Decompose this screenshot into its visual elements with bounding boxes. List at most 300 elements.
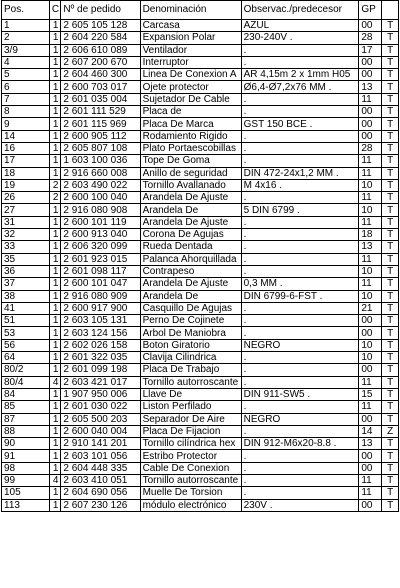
cell-denomination: Arandela De Ajuste: [140, 278, 241, 290]
table-row: [2, 179, 399, 191]
cell-quantity: 1: [49, 462, 60, 474]
parts-list-sheet: [1, 0, 399, 512]
cell-gp: 00: [359, 364, 382, 376]
cell-order-number: 2 601 322 035: [61, 352, 140, 364]
table-row: [2, 499, 399, 511]
cell-quantity: 1: [49, 413, 60, 425]
cell-order-number: 2 600 040 004: [61, 425, 140, 437]
cell-pos: 31: [2, 216, 50, 228]
cell-observations: .: [241, 364, 359, 376]
cell-denomination: Sujetador De Cable: [140, 93, 241, 105]
cell-observations: .: [241, 352, 359, 364]
cell-gp: 00: [359, 450, 382, 462]
cell-pos: 80/4: [2, 376, 50, 388]
header-observations: Observac./predecesor: [241, 1, 359, 20]
cell-gp: 10: [359, 290, 382, 302]
cell-pos: 6: [2, 81, 50, 93]
cell-observations: 230V .: [241, 499, 359, 511]
cell-observations: .: [241, 327, 359, 339]
header-pos: Pos.: [2, 1, 50, 20]
cell-denomination: Boton Giratorio: [140, 339, 241, 351]
cell-quantity: 1: [49, 229, 60, 241]
cell-order-number: 2 602 026 158: [61, 339, 140, 351]
table-row: [2, 216, 399, 228]
cell-denomination: Rueda Dentada: [140, 241, 241, 253]
cell-gp: 00: [359, 130, 382, 142]
cell-quantity: 4: [49, 474, 60, 486]
cell-quantity: 1: [49, 401, 60, 413]
cell-pos: 3/9: [2, 44, 50, 56]
table-row: [2, 93, 399, 105]
cell-quantity: 1: [49, 253, 60, 265]
cell-type: T: [382, 339, 399, 351]
cell-order-number: 2 601 099 198: [61, 364, 140, 376]
table-row: [2, 401, 399, 413]
cell-type: T: [382, 106, 399, 118]
table-row: [2, 32, 399, 44]
cell-order-number: 2 916 080 908: [61, 204, 140, 216]
table-row: [2, 315, 399, 327]
cell-quantity: 1: [49, 450, 60, 462]
cell-gp: 11: [359, 487, 382, 499]
cell-pos: 19: [2, 179, 50, 191]
cell-type: T: [382, 278, 399, 290]
cell-type: T: [382, 192, 399, 204]
table-row: [2, 192, 399, 204]
cell-order-number: 2 600 101 119: [61, 216, 140, 228]
cell-observations: 230-240V .: [241, 32, 359, 44]
cell-denomination: Placa De Fijacion: [140, 425, 241, 437]
cell-pos: 16: [2, 142, 50, 154]
cell-order-number: 2 604 448 335: [61, 462, 140, 474]
cell-type: T: [382, 352, 399, 364]
cell-pos: 56: [2, 339, 50, 351]
cell-quantity: 1: [49, 339, 60, 351]
cell-order-number: 2 605 807 108: [61, 142, 140, 154]
table-row: [2, 20, 399, 32]
cell-pos: 9: [2, 118, 50, 130]
cell-observations: .: [241, 401, 359, 413]
table-body: [2, 20, 399, 512]
cell-order-number: 2 601 030 022: [61, 401, 140, 413]
cell-quantity: 1: [49, 438, 60, 450]
cell-pos: 4: [2, 56, 50, 68]
cell-quantity: 1: [49, 44, 60, 56]
cell-denomination: Llave De: [140, 388, 241, 400]
cell-quantity: 1: [49, 265, 60, 277]
cell-denomination: Tornillo autorroscante: [140, 376, 241, 388]
table-row: [2, 118, 399, 130]
cell-type: T: [382, 155, 399, 167]
cell-type: T: [382, 179, 399, 191]
cell-type: T: [382, 69, 399, 81]
cell-gp: 00: [359, 315, 382, 327]
cell-gp: 00: [359, 413, 382, 425]
cell-denomination: Corona De Agujas: [140, 229, 241, 241]
cell-observations: 5 DIN 6799 .: [241, 204, 359, 216]
cell-order-number: 2 600 905 112: [61, 130, 140, 142]
cell-denomination: Rodamiento Rigido: [140, 130, 241, 142]
cell-type: T: [382, 167, 399, 179]
cell-denomination: Clavija Cilindrica: [140, 352, 241, 364]
cell-pos: 90: [2, 438, 50, 450]
cell-observations: DIN 6799-6-FST .: [241, 290, 359, 302]
cell-denomination: Ventilador: [140, 44, 241, 56]
cell-observations: DIN 472-24x1,2 MM .: [241, 167, 359, 179]
table-row: [2, 302, 399, 314]
table-row: [2, 413, 399, 425]
cell-denomination: Placa de: [140, 106, 241, 118]
table-row: [2, 327, 399, 339]
cell-order-number: 2 603 421 017: [61, 376, 140, 388]
header-type: [382, 1, 399, 20]
cell-gp: 13: [359, 438, 382, 450]
cell-pos: 1: [2, 20, 50, 32]
cell-type: T: [382, 290, 399, 302]
cell-denomination: Estribo Protector: [140, 450, 241, 462]
cell-quantity: 1: [49, 425, 60, 437]
cell-quantity: 1: [49, 278, 60, 290]
cell-order-number: 2 600 703 017: [61, 81, 140, 93]
cell-pos: 33: [2, 241, 50, 253]
cell-observations: DIN 912-M6x20-8.8 .: [241, 438, 359, 450]
cell-observations: .: [241, 315, 359, 327]
cell-type: T: [382, 204, 399, 216]
cell-quantity: 1: [49, 32, 60, 44]
table-header: [2, 1, 399, 20]
table-row: [2, 450, 399, 462]
cell-order-number: 2 601 111 529: [61, 106, 140, 118]
cell-gp: 13: [359, 81, 382, 93]
cell-order-number: 2 600 917 900: [61, 302, 140, 314]
cell-type: T: [382, 438, 399, 450]
cell-denomination: Arandela De Ajuste: [140, 216, 241, 228]
cell-quantity: 1: [49, 290, 60, 302]
cell-gp: 00: [359, 106, 382, 118]
cell-quantity: 1: [49, 20, 60, 32]
cell-type: T: [382, 56, 399, 68]
cell-pos: 7: [2, 93, 50, 105]
table-row: [2, 241, 399, 253]
cell-order-number: 2 603 490 022: [61, 179, 140, 191]
cell-order-number: 2 607 230 126: [61, 499, 140, 511]
cell-quantity: 1: [49, 216, 60, 228]
cell-gp: 18: [359, 229, 382, 241]
cell-pos: 113: [2, 499, 50, 511]
cell-quantity: 1: [49, 118, 60, 130]
cell-type: T: [382, 499, 399, 511]
cell-order-number: 2 601 098 117: [61, 265, 140, 277]
cell-quantity: 1: [49, 327, 60, 339]
cell-order-number: 2 601 035 004: [61, 93, 140, 105]
cell-denomination: Arandela De: [140, 290, 241, 302]
cell-gp: 13: [359, 241, 382, 253]
cell-denomination: Cable De Conexion: [140, 462, 241, 474]
cell-denomination: Arandela De: [140, 204, 241, 216]
cell-order-number: 2 603 410 051: [61, 474, 140, 486]
cell-observations: .: [241, 450, 359, 462]
cell-observations: .: [241, 487, 359, 499]
cell-denomination: Ojete protector: [140, 81, 241, 93]
cell-denomination: Tornillo Avallanado: [140, 179, 241, 191]
parts-table: [1, 0, 399, 512]
cell-gp: 00: [359, 327, 382, 339]
table-row: [2, 290, 399, 302]
cell-order-number: 2 601 923 015: [61, 253, 140, 265]
cell-gp: 11: [359, 93, 382, 105]
cell-observations: .: [241, 142, 359, 154]
cell-quantity: 1: [49, 241, 60, 253]
cell-observations: GST 150 BCE .: [241, 118, 359, 130]
table-row: [2, 388, 399, 400]
cell-quantity: 1: [49, 315, 60, 327]
cell-observations: .: [241, 425, 359, 437]
table-row: [2, 352, 399, 364]
cell-denomination: Tornillo autorroscante: [140, 474, 241, 486]
cell-observations: Ø6,4-Ø7,2x76 MM .: [241, 81, 359, 93]
table-row: [2, 278, 399, 290]
cell-pos: 85: [2, 401, 50, 413]
cell-gp: 10: [359, 352, 382, 364]
cell-pos: 64: [2, 352, 50, 364]
cell-observations: NEGRO: [241, 339, 359, 351]
cell-type: T: [382, 388, 399, 400]
cell-observations: AR 4,15m 2 x 1mm H05: [241, 69, 359, 81]
cell-type: T: [382, 130, 399, 142]
cell-pos: 87: [2, 413, 50, 425]
cell-gp: 17: [359, 44, 382, 56]
cell-gp: 00: [359, 499, 382, 511]
cell-pos: 88: [2, 425, 50, 437]
cell-observations: DIN 911-SW5 .: [241, 388, 359, 400]
cell-order-number: 2 603 105 131: [61, 315, 140, 327]
cell-order-number: 2 600 913 040: [61, 229, 140, 241]
cell-order-number: 2 601 115 969: [61, 118, 140, 130]
cell-observations: .: [241, 302, 359, 314]
cell-type: T: [382, 229, 399, 241]
cell-gp: 10: [359, 339, 382, 351]
cell-type: T: [382, 44, 399, 56]
cell-quantity: 2: [49, 192, 60, 204]
cell-gp: 00: [359, 462, 382, 474]
cell-pos: 8: [2, 106, 50, 118]
cell-type: T: [382, 93, 399, 105]
cell-type: T: [382, 413, 399, 425]
cell-denomination: Contrapeso: [140, 265, 241, 277]
cell-observations: .: [241, 474, 359, 486]
table-row: [2, 364, 399, 376]
cell-quantity: 1: [49, 167, 60, 179]
cell-pos: 17: [2, 155, 50, 167]
cell-pos: 41: [2, 302, 50, 314]
cell-order-number: 2 604 690 056: [61, 487, 140, 499]
cell-order-number: 2 910 141 201: [61, 438, 140, 450]
cell-pos: 38: [2, 290, 50, 302]
cell-type: T: [382, 376, 399, 388]
cell-pos: 53: [2, 327, 50, 339]
cell-gp: 11: [359, 474, 382, 486]
cell-gp: 11: [359, 376, 382, 388]
table-row: [2, 69, 399, 81]
cell-observations: .: [241, 229, 359, 241]
cell-gp: 14: [359, 425, 382, 437]
cell-type: T: [382, 487, 399, 499]
cell-order-number: 2 600 100 040: [61, 192, 140, 204]
cell-denomination: Carcasa: [140, 20, 241, 32]
cell-observations: .: [241, 253, 359, 265]
cell-gp: 00: [359, 118, 382, 130]
cell-type: T: [382, 20, 399, 32]
cell-quantity: 1: [49, 155, 60, 167]
cell-type: T: [382, 302, 399, 314]
cell-pos: 27: [2, 204, 50, 216]
cell-denomination: Separador De Aire: [140, 413, 241, 425]
cell-pos: 84: [2, 388, 50, 400]
cell-denomination: módulo electrónico: [140, 499, 241, 511]
table-row: [2, 167, 399, 179]
cell-order-number: 2 600 101 047: [61, 278, 140, 290]
cell-observations: .: [241, 462, 359, 474]
table-row: [2, 425, 399, 437]
cell-order-number: 2 603 101 056: [61, 450, 140, 462]
cell-denomination: Arbol De Maniobra: [140, 327, 241, 339]
cell-quantity: 1: [49, 81, 60, 93]
cell-type: T: [382, 462, 399, 474]
cell-quantity: 1: [49, 56, 60, 68]
table-row: [2, 44, 399, 56]
table-row: [2, 155, 399, 167]
cell-denomination: Palanca Ahorquillada: [140, 253, 241, 265]
header-order-number: Nº de pedido: [61, 1, 140, 20]
table-row: [2, 142, 399, 154]
cell-observations: .: [241, 155, 359, 167]
cell-denomination: Expansion Polar: [140, 32, 241, 44]
cell-denomination: Tornillo cilíndrica hex: [140, 438, 241, 450]
cell-quantity: 1: [49, 487, 60, 499]
cell-observations: .: [241, 192, 359, 204]
table-row: [2, 474, 399, 486]
cell-order-number: 2 604 220 584: [61, 32, 140, 44]
table-row: [2, 229, 399, 241]
cell-pos: 2: [2, 32, 50, 44]
cell-quantity: 2: [49, 179, 60, 191]
cell-quantity: 1: [49, 302, 60, 314]
cell-pos: 98: [2, 462, 50, 474]
cell-gp: 15: [359, 388, 382, 400]
cell-denomination: Muelle De Torsion: [140, 487, 241, 499]
cell-type: T: [382, 142, 399, 154]
cell-denomination: Interruptor: [140, 56, 241, 68]
cell-gp: 11: [359, 192, 382, 204]
table-row: [2, 376, 399, 388]
cell-observations: .: [241, 56, 359, 68]
cell-type: T: [382, 241, 399, 253]
cell-order-number: 2 916 660 008: [61, 167, 140, 179]
cell-order-number: 2 603 124 156: [61, 327, 140, 339]
cell-observations: .: [241, 130, 359, 142]
table-row: [2, 253, 399, 265]
header-gp: GP: [359, 1, 382, 20]
cell-denomination: Placa De Marca: [140, 118, 241, 130]
table-row: [2, 56, 399, 68]
cell-quantity: 1: [49, 93, 60, 105]
cell-quantity: 1: [49, 499, 60, 511]
cell-denomination: Tope De Goma: [140, 155, 241, 167]
cell-gp: 10: [359, 204, 382, 216]
cell-type: T: [382, 81, 399, 93]
table-row: [2, 339, 399, 351]
cell-observations: .: [241, 44, 359, 56]
cell-denomination: Casquillo De Agujas: [140, 302, 241, 314]
cell-denomination: Arandela De Ajuste: [140, 192, 241, 204]
cell-denomination: Liston Perfilado: [140, 401, 241, 413]
cell-type: T: [382, 253, 399, 265]
cell-gp: 11: [359, 155, 382, 167]
cell-pos: 32: [2, 229, 50, 241]
cell-quantity: 1: [49, 388, 60, 400]
cell-type: T: [382, 265, 399, 277]
cell-observations: .: [241, 265, 359, 277]
cell-observations: M 4x16 .: [241, 179, 359, 191]
cell-observations: .: [241, 376, 359, 388]
cell-gp: 10: [359, 265, 382, 277]
cell-quantity: 1: [49, 204, 60, 216]
cell-pos: 105: [2, 487, 50, 499]
cell-order-number: 2 607 200 670: [61, 56, 140, 68]
cell-type: T: [382, 450, 399, 462]
cell-type: T: [382, 118, 399, 130]
cell-observations: .: [241, 241, 359, 253]
cell-observations: NEGRO: [241, 413, 359, 425]
cell-type: T: [382, 315, 399, 327]
cell-gp: 11: [359, 216, 382, 228]
table-row: [2, 438, 399, 450]
cell-observations: 0,3 MM .: [241, 278, 359, 290]
cell-quantity: 1: [49, 69, 60, 81]
cell-pos: 5: [2, 69, 50, 81]
cell-order-number: 1 907 950 006: [61, 388, 140, 400]
cell-observations: .: [241, 106, 359, 118]
cell-quantity: 4: [49, 376, 60, 388]
cell-denomination: Plato Portaescobillas: [140, 142, 241, 154]
cell-gp: 00: [359, 20, 382, 32]
cell-type: T: [382, 216, 399, 228]
cell-denomination: Perno De Cojinete: [140, 315, 241, 327]
cell-observations: AZUL: [241, 20, 359, 32]
cell-order-number: 2 606 610 089: [61, 44, 140, 56]
header-quantity: C: [49, 1, 60, 20]
cell-gp: 11: [359, 278, 382, 290]
cell-order-number: 1 603 100 036: [61, 155, 140, 167]
cell-quantity: 1: [49, 364, 60, 376]
cell-observations: .: [241, 216, 359, 228]
cell-gp: 00: [359, 56, 382, 68]
table-row: [2, 204, 399, 216]
cell-pos: 26: [2, 192, 50, 204]
header-row: [2, 1, 399, 20]
cell-pos: 37: [2, 278, 50, 290]
cell-quantity: 1: [49, 352, 60, 364]
cell-quantity: 1: [49, 130, 60, 142]
cell-pos: 80/2: [2, 364, 50, 376]
cell-quantity: 1: [49, 106, 60, 118]
cell-observations: .: [241, 93, 359, 105]
table-row: [2, 81, 399, 93]
cell-pos: 51: [2, 315, 50, 327]
cell-gp: 11: [359, 167, 382, 179]
table-row: [2, 106, 399, 118]
cell-type: T: [382, 364, 399, 376]
